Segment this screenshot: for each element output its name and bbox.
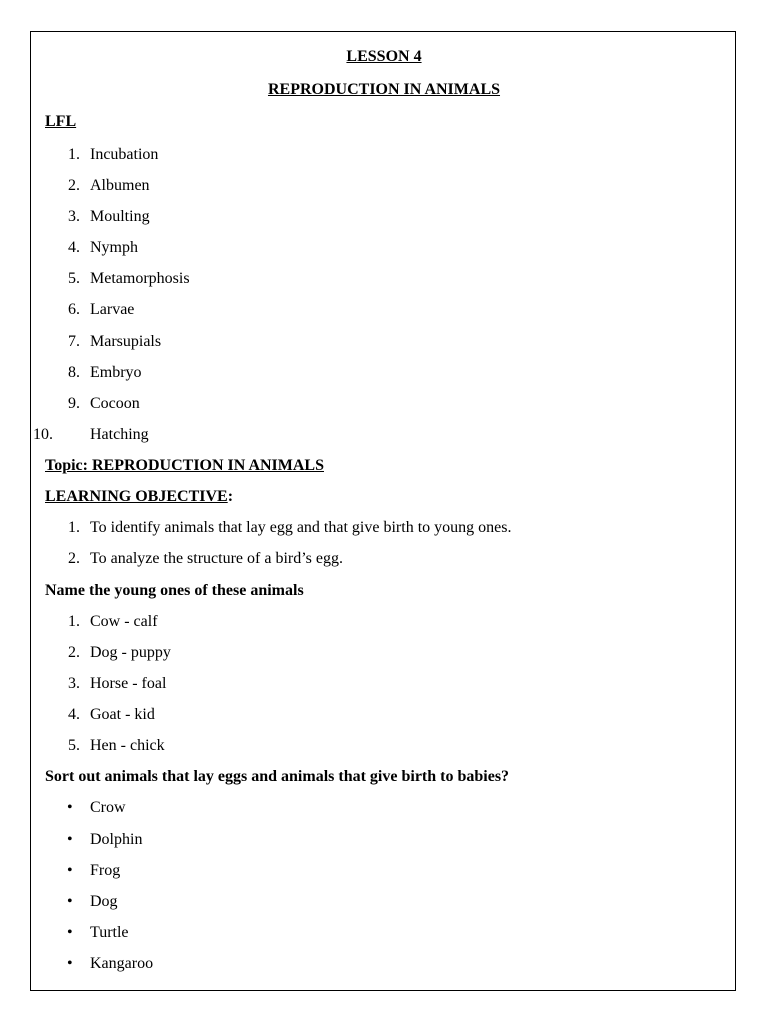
list-item-text: Hen - chick (90, 737, 165, 754)
list-item-number: 2. (68, 644, 80, 661)
list-item-text: Cow - calf (90, 613, 158, 630)
lesson-subtitle: REPRODUCTION IN ANIMALS (267, 81, 501, 98)
lfl-heading: LFL (45, 113, 77, 130)
young-ones-heading: Name the young ones of these animals (45, 582, 304, 599)
list-item-text: Kangaroo (90, 955, 154, 972)
list-item-text: Dolphin (90, 831, 143, 848)
list-item-text: Dog - puppy (90, 644, 171, 661)
bullet-icon: • (67, 924, 73, 941)
list-item-text: Metamorphosis (90, 270, 190, 287)
list-item-number: 4. (68, 239, 80, 256)
list-item-text: Cocoon (90, 395, 140, 412)
objective-heading-line (45, 487, 233, 507)
sort-out-heading: Sort out animals that lay eggs and animals that give birth to babies? (45, 768, 510, 785)
lesson-title: LESSON 4 (346, 48, 422, 65)
list-item-number: 6. (68, 301, 80, 318)
list-item-text: To analyze the structure of a bird’s egg. (90, 550, 344, 567)
objective-colon: : (227, 488, 234, 505)
list-item-text: Horse - foal (90, 675, 167, 692)
list-item-text: Turtle (90, 924, 129, 941)
list-item-text: Goat - kid (90, 706, 155, 723)
list-item-text: Frog (90, 862, 121, 879)
bullet-icon: • (67, 955, 73, 972)
list-item-text: Albumen (90, 177, 150, 194)
list-item-number: 1. (68, 146, 80, 163)
list-item-text: Embryo (90, 364, 142, 381)
list-item-number: 3. (68, 675, 80, 692)
list-item-number: 7. (68, 333, 80, 350)
bullet-icon: • (67, 862, 73, 879)
list-item-text: Nymph (90, 239, 138, 256)
list-item-text: Incubation (90, 146, 159, 163)
list-item-number: 9. (68, 395, 80, 412)
list-item-text: Crow (90, 799, 126, 816)
list-item-text: Larvae (90, 301, 135, 318)
list-item-text: To identify animals that lay egg and that give birth to young ones. (90, 519, 512, 536)
bullet-icon: • (67, 799, 73, 816)
list-item-text: Marsupials (90, 333, 162, 350)
topic-heading: Topic: REPRODUCTION IN ANIMALS (45, 457, 324, 474)
list-item-number: 1. (68, 519, 80, 536)
list-item-text: Dog (90, 893, 118, 910)
list-item-number: 10. (33, 426, 53, 443)
list-item-number: 5. (68, 737, 80, 754)
list-item-number: 2. (68, 177, 80, 194)
list-item-text: Moulting (90, 208, 150, 225)
list-item-number: 2. (68, 550, 80, 567)
list-item-number: 8. (68, 364, 80, 381)
list-item-number: 3. (68, 208, 80, 225)
list-item-text: Hatching (90, 426, 149, 443)
list-item-number: 5. (68, 270, 80, 287)
list-item-number: 4. (68, 706, 80, 723)
bullet-icon: • (67, 831, 73, 848)
list-item-number: 1. (68, 613, 80, 630)
bullet-icon: • (67, 893, 73, 910)
objective-heading: LEARNING OBJECTIVE (45, 488, 228, 505)
